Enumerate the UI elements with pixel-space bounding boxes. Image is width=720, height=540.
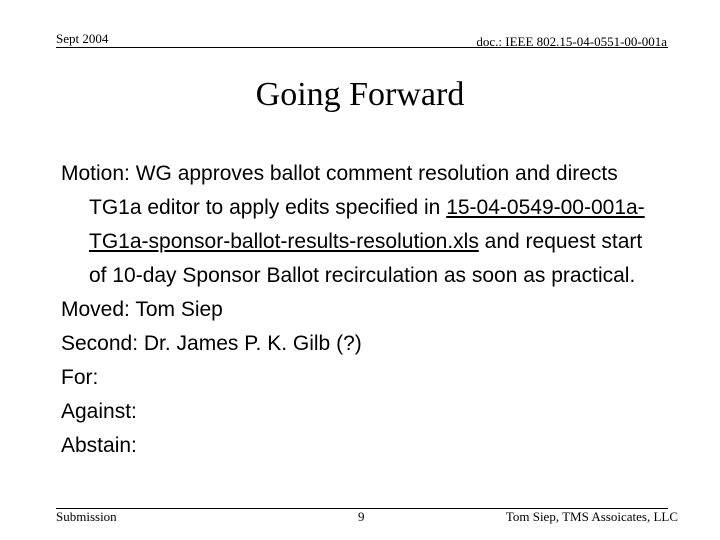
motion-text-before: WG approves ballot comment resolution and directs TG1a editor to apply edits specified in <box>89 162 618 219</box>
for-line: For: <box>61 366 99 389</box>
motion-text-after: and request start of 10-day Sponsor Ballot recirculation as soon as practical. <box>89 230 643 287</box>
moved-line: Moved: Tom Siep <box>61 298 223 321</box>
header-date: Sept 2004 <box>56 31 109 46</box>
motion-paragraph <box>61 157 661 293</box>
header-divider <box>56 47 668 48</box>
header-doc-id: doc.: IEEE 802.15-04-0551-00-001a <box>476 34 667 49</box>
slide-title: Going Forward <box>255 76 465 113</box>
footer-submission: Submission <box>56 509 117 524</box>
abstain-line: Abstain: <box>61 434 137 457</box>
footer-page-number: 9 <box>358 509 365 524</box>
second-line: Second: Dr. James P. K. Gilb (?) <box>61 332 362 355</box>
motion-file-reference: 15-04-0549-00-001a-TG1a-sponsor-ballot-results-resolution.xls <box>89 196 645 253</box>
slide-body <box>61 157 661 463</box>
motion-label: Motion: <box>61 162 136 185</box>
footer-author: Tom Siep, TMS Assoicates, LLC <box>505 509 678 524</box>
against-line: Against: <box>61 400 137 423</box>
